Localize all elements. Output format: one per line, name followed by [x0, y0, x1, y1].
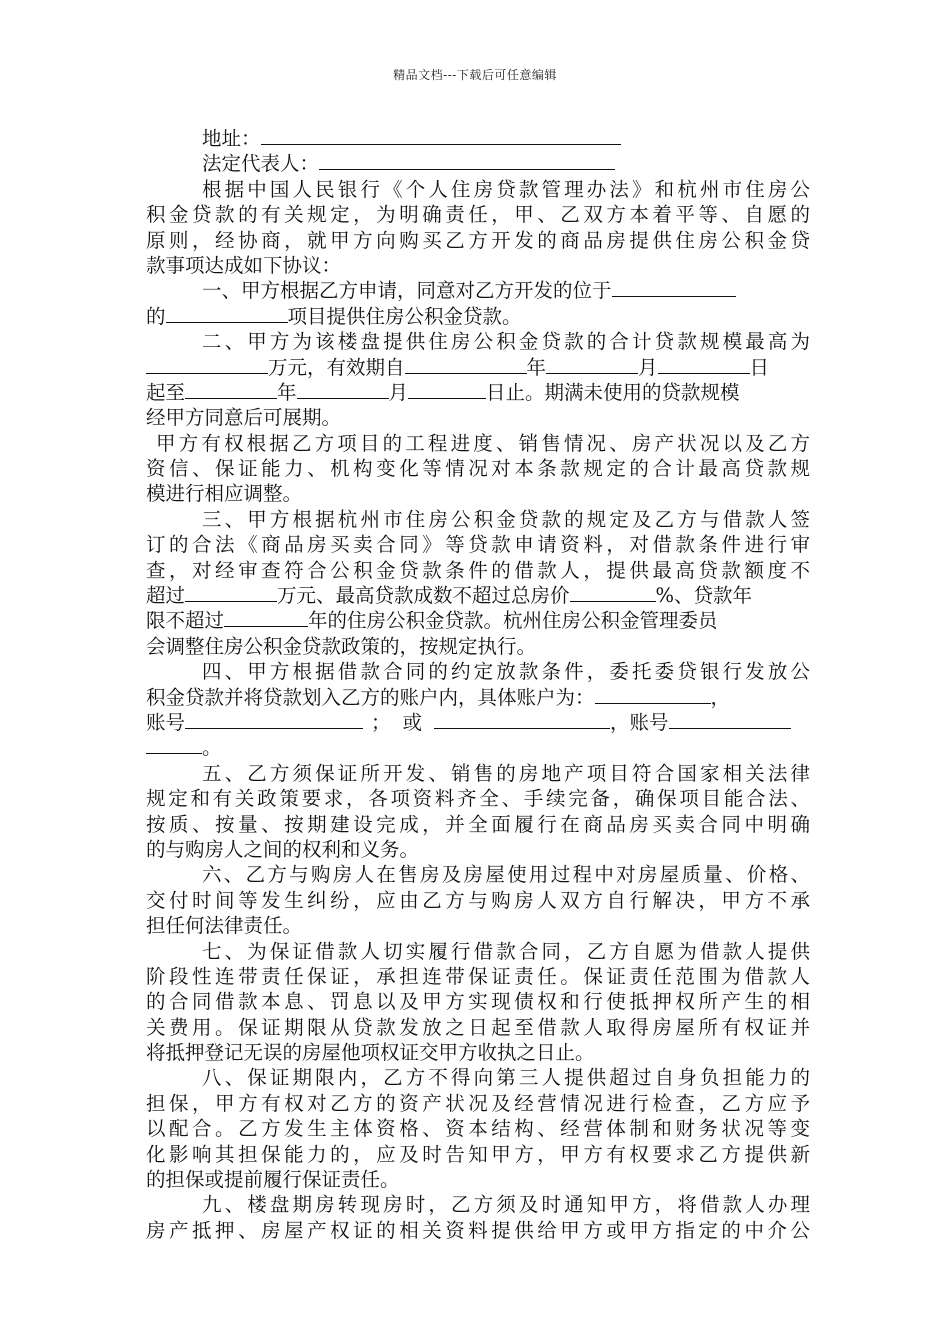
text-span: 月	[638, 355, 658, 379]
fill-blank	[570, 583, 656, 602]
fill-blank	[546, 355, 638, 374]
clause-2-line	[146, 355, 810, 380]
fill-blank	[146, 355, 268, 374]
fill-blank	[166, 304, 288, 323]
clause-7-line	[146, 989, 810, 1014]
address-label: 地址：	[202, 127, 261, 150]
fill-blank	[224, 608, 308, 627]
clause-8-line	[146, 1116, 810, 1141]
fill-blank	[669, 710, 791, 729]
fill-blank	[185, 583, 277, 602]
fill-blank	[595, 685, 711, 704]
fill-blank	[408, 380, 486, 399]
contract-body	[146, 126, 810, 1243]
clause-4-line	[146, 710, 810, 735]
legal-rep-label: 法定代表人：	[202, 152, 320, 176]
fill-blank	[297, 380, 389, 399]
fill-blank	[612, 278, 736, 297]
text-line	[146, 253, 810, 278]
text-span: 关费用。保证期限从贷款发放之日起至借款人取得房屋所有权证并	[146, 1015, 810, 1039]
text-line	[146, 481, 810, 506]
fill-blank	[658, 355, 750, 374]
text-span: 三、甲方根据杭州市住房公积金贷款的规定及乙方与借款人签	[202, 507, 810, 531]
text-span: 将抵押登记无误的房屋他项权证交甲方收执之日止。	[146, 1041, 595, 1065]
text-span: 会调整住房公积金贷款政策的，按规定执行。	[146, 634, 537, 658]
text-span: 年	[526, 355, 547, 379]
text-span: 担任何法律责任。	[146, 914, 303, 938]
fill-blank	[185, 380, 277, 399]
clause-5-line	[146, 761, 810, 786]
clause-4-line	[146, 735, 810, 760]
clause-1-line	[146, 278, 810, 303]
clause-5-line	[146, 786, 810, 811]
text-span: 项目提供住房公积金贷款。	[287, 304, 522, 328]
clause-3-line	[146, 608, 810, 633]
text-span: 。	[202, 736, 222, 760]
clause-7-line	[146, 964, 810, 989]
text-span: 七、为保证借款人切实履行借款合同，乙方自愿为借款人提供	[202, 939, 810, 963]
clause-6-line	[146, 913, 810, 938]
clause-3-line	[146, 532, 810, 557]
text-span: 以配合。乙方发生主体资格、资本结构、经营体制和财务状况等变	[146, 1117, 810, 1141]
fill-blank	[434, 710, 610, 729]
clause-3-line	[146, 583, 810, 608]
text-line	[146, 405, 810, 430]
clause-9-line	[146, 1192, 810, 1217]
text-span: 订的合法《商品房买卖合同》等贷款申请资料，对借款条件进行审	[146, 533, 810, 557]
text-span: 规定和有关政策要求，各项资料齐全、手续完备，确保项目能合法、	[146, 787, 810, 811]
text-span: 五、乙方须保证所开发、销售的房地产项目符合国家相关法律	[202, 761, 810, 785]
clause-7-line	[146, 939, 810, 964]
text-span: 款事项达成如下协议：	[146, 253, 342, 277]
text-span: 阶段性连带责任保证，承担连带保证责任。保证责任范围为借款人	[146, 964, 810, 988]
clause-9-line	[146, 1218, 810, 1243]
text-span: 日止。期满未使用的贷款规模	[486, 380, 740, 404]
clause-8-line	[146, 1091, 810, 1116]
clause-2-line	[146, 380, 810, 405]
text-span: 化影响其担保能力的，应及时告知甲方，甲方有权要求乙方提供新	[146, 1142, 810, 1166]
clause-8-line	[146, 1167, 810, 1192]
text-span: 限不超过	[146, 609, 225, 633]
clause-6-line	[146, 862, 810, 887]
clause-4-line	[146, 685, 810, 710]
text-span: 按质、按量、按期建设完成，并全面履行在商品房买卖合同中明确	[146, 812, 810, 836]
legal-rep-line	[146, 151, 810, 176]
clause-7-line	[146, 1015, 810, 1040]
text-line	[146, 431, 810, 456]
text-span: 万元，有效期自	[268, 355, 405, 379]
text-line	[146, 228, 810, 253]
text-span: 交付时间等发生纠纷，应由乙方与购房人双方自行解决，甲方不承	[146, 888, 810, 912]
clause-3-line	[146, 634, 810, 659]
fill-blank	[146, 735, 202, 754]
text-span: 的与购房人之间的权利和义务。	[146, 837, 420, 861]
text-span: 六、乙方与购房人在售房及房屋使用过程中对房屋质量、价格、	[202, 863, 810, 887]
text-span: 超过	[146, 584, 186, 608]
text-span: 一、甲方根据乙方申请，同意对乙方开发的位于	[202, 279, 612, 303]
text-span: 积金贷款并将贷款划入乙方的账户内，具体账户为：	[146, 685, 595, 709]
text-span: 二、甲方为该楼盘提供住房公积金贷款的合计贷款规模最高为	[202, 330, 810, 354]
address-blank	[261, 126, 621, 145]
clause-1-line	[146, 304, 810, 329]
text-span: ，账号	[610, 710, 669, 734]
text-span: 担保，甲方有权对乙方的资产状况及经营情况进行检查，乙方应予	[146, 1091, 810, 1115]
fill-blank	[185, 710, 363, 729]
clause-6-line	[146, 888, 810, 913]
text-span: 年	[277, 380, 297, 404]
legal-rep-blank	[319, 151, 615, 170]
text-span: 起至	[146, 380, 186, 404]
text-span: 积金贷款的有关规定，为明确责任，甲、乙双方本着平等、自愿的	[146, 203, 810, 227]
page-header: 精品文档---下载后可任意编辑	[393, 68, 557, 82]
text-span: 年的住房公积金贷款。杭州住房公积金管理委员	[308, 609, 718, 633]
text-span: 的	[146, 304, 166, 328]
text-span: 甲方有权根据乙方项目的工程进度、销售情况、房产状况以及乙方	[156, 431, 810, 455]
text-span: 四、甲方根据借款合同的约定放款条件，委托委贷银行发放公	[202, 660, 810, 684]
text-span: 月	[388, 380, 409, 404]
text-span: 的担保或提前履行保证责任。	[146, 1168, 400, 1192]
text-span: 九、楼盘期房转现房时，乙方须及时通知甲方，将借款人办理	[202, 1193, 810, 1217]
text-span: ；或	[371, 710, 435, 734]
clause-8-line	[146, 1065, 810, 1090]
text-span: 的合同借款本息、罚息以及甲方实现债权和行使抵押权所产生的相	[146, 990, 810, 1014]
text-line	[146, 456, 810, 481]
address-line	[146, 126, 810, 151]
clause-3-line	[146, 507, 810, 532]
clause-4-line	[146, 659, 810, 684]
text-span: ，	[710, 685, 731, 709]
clause-5-line	[146, 837, 810, 862]
text-span: 万元、最高贷款成数不超过总房价	[277, 584, 570, 608]
fill-blank	[405, 355, 527, 374]
text-span: 八、保证期限内，乙方不得向第三人提供超过自身负担能力的	[202, 1066, 810, 1090]
clause-2-line	[146, 329, 810, 354]
text-span: 日	[749, 355, 770, 379]
text-span: 模进行相应调整。	[146, 482, 303, 506]
text-span: %、贷款年	[655, 584, 753, 608]
text-span: 查，对经审查符合公积金贷款条件的借款人，提供最高贷款额度不	[146, 558, 810, 582]
text-span: 原则，经协商，就甲方向购买乙方开发的商品房提供住房公积金贷	[146, 228, 810, 252]
text-span: 账号	[146, 710, 186, 734]
clause-8-line	[146, 1142, 810, 1167]
text-span: 经甲方同意后可展期。	[146, 406, 342, 430]
text-span: 资信、保证能力、机构变化等情况对本条款规定的合计最高贷款规	[146, 457, 810, 481]
text-line	[146, 177, 810, 202]
text-line	[146, 202, 810, 227]
text-span: 根据中国人民银行《个人住房贷款管理办法》和杭州市住房公	[202, 177, 810, 201]
text-span: 房产抵押、房屋产权证的相关资料提供给甲方或甲方指定的中介公	[146, 1218, 810, 1242]
clause-7-line	[146, 1040, 810, 1065]
clause-3-line	[146, 558, 810, 583]
clause-5-line	[146, 812, 810, 837]
